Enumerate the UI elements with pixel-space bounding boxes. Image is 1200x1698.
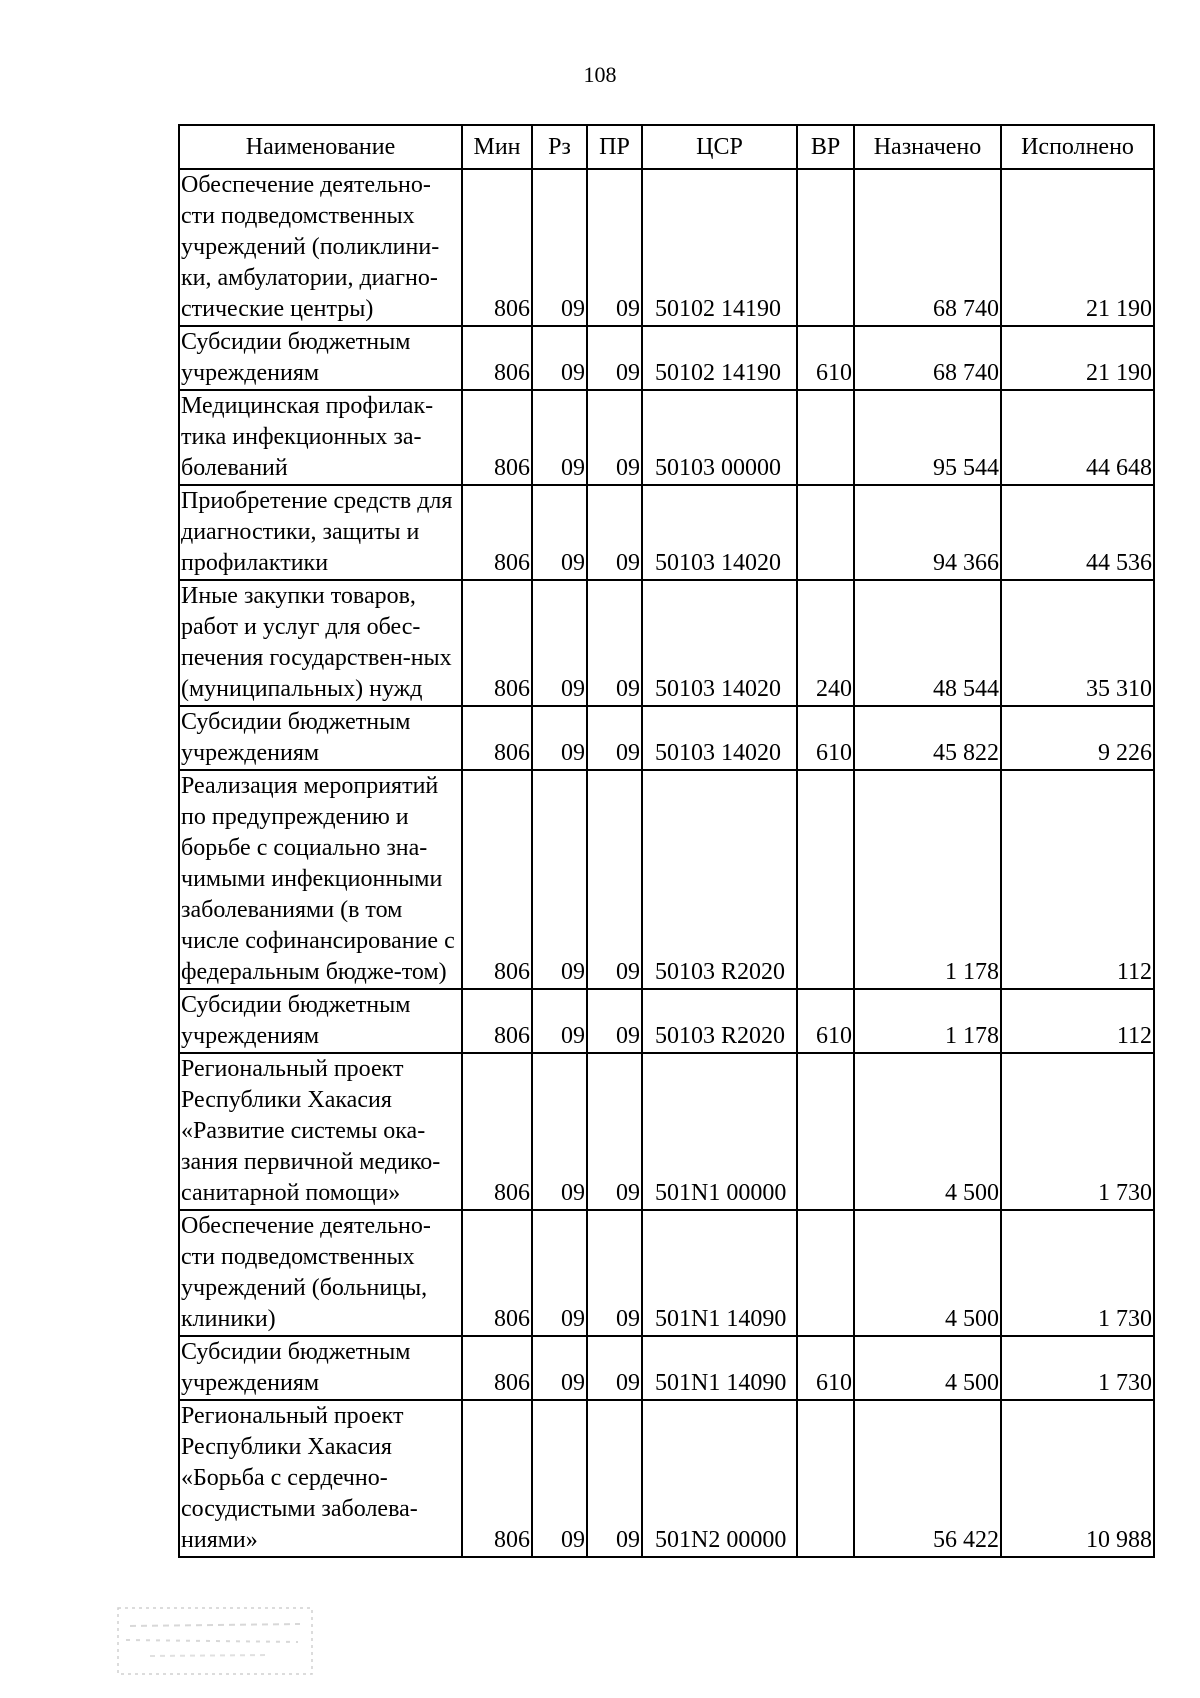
- row-name: Субсидии бюджетным учреждениям: [179, 706, 462, 770]
- row-rz: 09: [532, 1053, 587, 1210]
- row-executed: 35 310: [1001, 580, 1154, 706]
- table-row: [179, 1400, 1154, 1557]
- row-executed: 44 536: [1001, 485, 1154, 580]
- row-executed: 1 730: [1001, 1210, 1154, 1336]
- row-csr: 50102 14190: [642, 169, 797, 326]
- header-pr: ПР: [587, 125, 642, 169]
- row-pr: 09: [587, 1336, 642, 1400]
- row-name: Иные закупки товаров, работ и услуг для обес-печения государствен-ных (муниципальных) нужд: [179, 580, 462, 706]
- row-vr: [797, 1210, 854, 1336]
- row-rz: 09: [532, 1210, 587, 1336]
- row-assigned: 95 544: [854, 390, 1001, 485]
- row-vr: 610: [797, 706, 854, 770]
- row-csr: 50103 14020: [642, 580, 797, 706]
- row-vr: 610: [797, 1336, 854, 1400]
- row-name: Обеспечение деятельно-сти подведомственных учреждений (поликлини-ки, амбулатории, диагно-стические центры): [179, 169, 462, 326]
- row-pr: 09: [587, 1400, 642, 1557]
- row-csr: 50103 14020: [642, 485, 797, 580]
- row-rz: 09: [532, 989, 587, 1053]
- row-csr: 50102 14190: [642, 326, 797, 390]
- row-min: 806: [462, 1400, 532, 1557]
- table-row: [179, 1053, 1154, 1210]
- row-rz: 09: [532, 1336, 587, 1400]
- row-csr: 50103 R2020: [642, 989, 797, 1053]
- row-name: Региональный проект Республики Хакасия «Развитие системы ока-зания первичной медико-санитарной помощи»: [179, 1053, 462, 1210]
- row-pr: 09: [587, 485, 642, 580]
- row-min: 806: [462, 580, 532, 706]
- row-assigned: 94 366: [854, 485, 1001, 580]
- row-csr: 50103 R2020: [642, 770, 797, 989]
- row-vr: 610: [797, 989, 854, 1053]
- faded-stamp-mark: [110, 1602, 320, 1682]
- row-vr: [797, 770, 854, 989]
- table-row: [179, 989, 1154, 1053]
- table-row: [179, 390, 1154, 485]
- table-row: [179, 169, 1154, 326]
- row-name: Субсидии бюджетным учреждениям: [179, 989, 462, 1053]
- row-executed: 112: [1001, 989, 1154, 1053]
- header-rz: Рз: [532, 125, 587, 169]
- row-assigned: 45 822: [854, 706, 1001, 770]
- table-row: [179, 770, 1154, 989]
- row-assigned: 1 178: [854, 770, 1001, 989]
- row-name: Обеспечение деятельно-сти подведомственных учреждений (больницы, клиники): [179, 1210, 462, 1336]
- row-min: 806: [462, 1210, 532, 1336]
- table-header-row: [179, 125, 1154, 169]
- row-pr: 09: [587, 706, 642, 770]
- header-assigned: Назначено: [854, 125, 1001, 169]
- header-csr: ЦСР: [642, 125, 797, 169]
- row-assigned: 4 500: [854, 1053, 1001, 1210]
- row-csr: 501N1 00000: [642, 1053, 797, 1210]
- table-row: [179, 1210, 1154, 1336]
- row-csr: 501N1 14090: [642, 1210, 797, 1336]
- row-csr: 501N2 00000: [642, 1400, 797, 1557]
- table-row: [179, 706, 1154, 770]
- row-vr: 240: [797, 580, 854, 706]
- row-assigned: 4 500: [854, 1210, 1001, 1336]
- table-row: [179, 326, 1154, 390]
- table-row: [179, 580, 1154, 706]
- header-min: Мин: [462, 125, 532, 169]
- row-csr: 50103 00000: [642, 390, 797, 485]
- row-min: 806: [462, 989, 532, 1053]
- page-number: 108: [583, 62, 617, 87]
- row-executed: 21 190: [1001, 326, 1154, 390]
- row-rz: 09: [532, 580, 587, 706]
- row-pr: 09: [587, 169, 642, 326]
- row-name: Субсидии бюджетным учреждениям: [179, 1336, 462, 1400]
- row-csr: 501N1 14090: [642, 1336, 797, 1400]
- row-pr: 09: [587, 770, 642, 989]
- row-assigned: 56 422: [854, 1400, 1001, 1557]
- row-vr: [797, 485, 854, 580]
- row-min: 806: [462, 169, 532, 326]
- header-executed: Исполнено: [1001, 125, 1154, 169]
- row-rz: 09: [532, 1400, 587, 1557]
- row-rz: 09: [532, 169, 587, 326]
- row-pr: 09: [587, 326, 642, 390]
- row-vr: 610: [797, 326, 854, 390]
- row-name: Субсидии бюджетным учреждениям: [179, 326, 462, 390]
- row-executed: 44 648: [1001, 390, 1154, 485]
- row-vr: [797, 1053, 854, 1210]
- row-min: 806: [462, 706, 532, 770]
- row-name: Приобретение средств для диагностики, защиты и профилактики: [179, 485, 462, 580]
- header-name: Наименование: [179, 125, 462, 169]
- row-name: Медицинская профилак-тика инфекционных за-болеваний: [179, 390, 462, 485]
- row-pr: 09: [587, 989, 642, 1053]
- row-min: 806: [462, 1053, 532, 1210]
- row-rz: 09: [532, 390, 587, 485]
- row-vr: [797, 169, 854, 326]
- row-assigned: 68 740: [854, 326, 1001, 390]
- row-assigned: 1 178: [854, 989, 1001, 1053]
- row-min: 806: [462, 390, 532, 485]
- row-rz: 09: [532, 770, 587, 989]
- row-pr: 09: [587, 390, 642, 485]
- row-pr: 09: [587, 1053, 642, 1210]
- budget-table: [178, 124, 1155, 1558]
- row-min: 806: [462, 1336, 532, 1400]
- row-pr: 09: [587, 1210, 642, 1336]
- row-executed: 21 190: [1001, 169, 1154, 326]
- row-assigned: 4 500: [854, 1336, 1001, 1400]
- row-executed: 9 226: [1001, 706, 1154, 770]
- row-assigned: 48 544: [854, 580, 1001, 706]
- row-min: 806: [462, 485, 532, 580]
- row-vr: [797, 390, 854, 485]
- row-executed: 112: [1001, 770, 1154, 989]
- table-row: [179, 485, 1154, 580]
- table-row: [179, 1336, 1154, 1400]
- header-vr: ВР: [797, 125, 854, 169]
- row-rz: 09: [532, 706, 587, 770]
- row-vr: [797, 1400, 854, 1557]
- row-min: 806: [462, 326, 532, 390]
- row-rz: 09: [532, 485, 587, 580]
- row-name: Реализация мероприятий по предупреждению и борьбе с социально зна-чимыми инфекционными заболеваниями (в том числе софинансирование с федеральным бюдже-том): [179, 770, 462, 989]
- row-pr: 09: [587, 580, 642, 706]
- row-csr: 50103 14020: [642, 706, 797, 770]
- row-executed: 1 730: [1001, 1053, 1154, 1210]
- row-name: Региональный проект Республики Хакасия «Борьба с сердечно-сосудистыми заболева-ниями»: [179, 1400, 462, 1557]
- row-rz: 09: [532, 326, 587, 390]
- row-executed: 1 730: [1001, 1336, 1154, 1400]
- row-assigned: 68 740: [854, 169, 1001, 326]
- row-executed: 10 988: [1001, 1400, 1154, 1557]
- row-min: 806: [462, 770, 532, 989]
